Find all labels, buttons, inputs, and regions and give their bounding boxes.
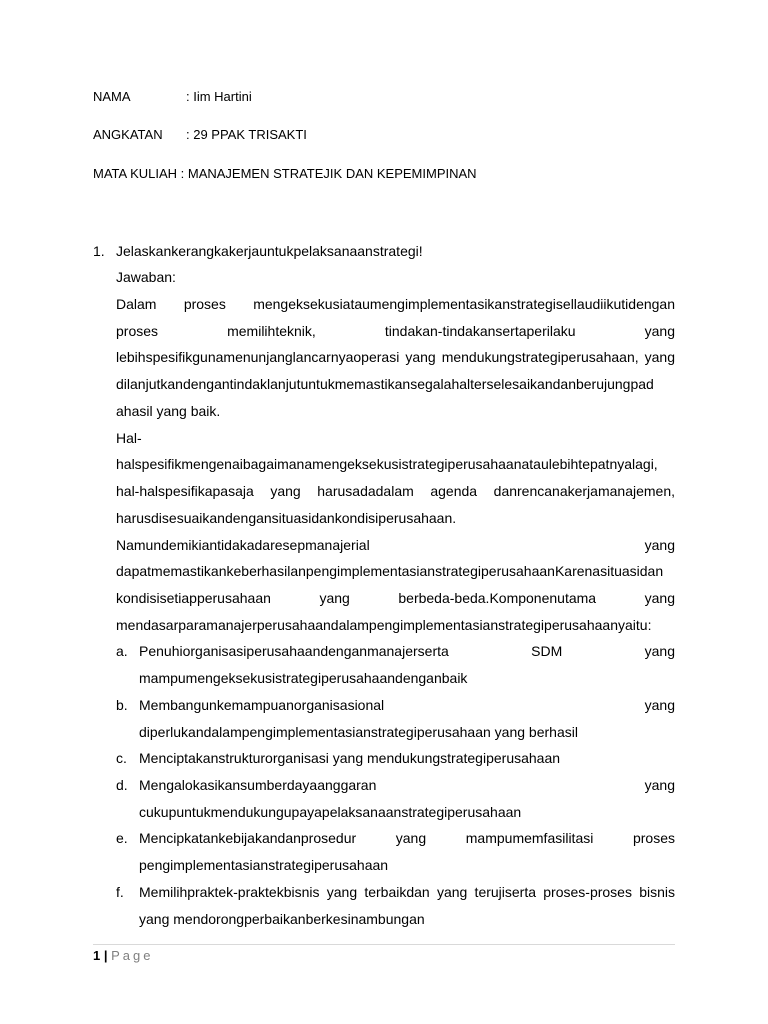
answer-line: halspesifikmengenaibagaimanamengeksekusistrategiperusahaanataulebihtepatnyalagi, <box>116 456 658 473</box>
nama-label: NAMA <box>93 89 131 104</box>
answer-line: Dalam proses mengeksekusiataumengimplementasikanstrategisellaudiikutidengan <box>116 296 675 313</box>
question-row <box>93 238 675 265</box>
list-marker: f. <box>116 883 124 900</box>
list-marker: e. <box>116 830 128 847</box>
footer-divider <box>93 944 675 945</box>
list-item-line: Memilihpraktek-praktekbisnis yang terbaikdan yang terujiserta proses-proses bisnis <box>139 883 675 900</box>
list-item-line: Membangunkemampuanorganisasional yang <box>139 696 675 713</box>
answer-line: proses memilihteknik, tindakan-tindakansertaperilaku yang <box>116 322 675 339</box>
list-item-line: yang mendorongperbaikanberkesinambungan <box>139 910 425 927</box>
list-item-line: Penuhiorganisasiperusahaandenganmanajerserta SDM yang <box>139 643 675 660</box>
list-item-text <box>139 772 675 825</box>
list-item <box>116 879 675 932</box>
nama-value: : Iim Hartini <box>186 89 252 104</box>
list-item-text <box>139 825 675 878</box>
list-marker: c. <box>116 750 127 767</box>
list-item-line: mampumengeksekusistrategiperusahaandenganbaik <box>139 670 468 687</box>
footer-separator: | <box>103 948 108 963</box>
list-item-line: cukupuntukmendukungupayapelaksanaanstrategiperusahaan <box>139 803 522 820</box>
list-item <box>116 745 675 772</box>
list-item-text <box>139 692 675 745</box>
list-item-text <box>139 745 675 772</box>
list-item-line: Mencipkatankebijakandanprosedur yang mampumemfasilitasi proses <box>139 830 675 847</box>
question-number: 1. <box>93 242 105 259</box>
list-item-line: pengimplementasianstrategiperusahaan <box>139 857 389 874</box>
answer-line: dapatmemastikankeberhasilanpengimplementasianstrategiperusahaanKarenasituasidan <box>116 563 664 580</box>
answer-paragraph <box>116 264 675 638</box>
list-item-text <box>139 879 675 932</box>
list-item-line: Menciptakanstrukturorganisasi yang mendukungstrategiperusahaan <box>139 750 561 767</box>
angkatan-label: ANGKATAN <box>93 127 163 142</box>
list-marker: b. <box>116 696 128 713</box>
answer-line: Namundemikiantidakadaresepmanajerial yang <box>116 536 675 553</box>
page-footer <box>93 948 154 964</box>
list-item <box>116 772 675 825</box>
answer-line: Hal- <box>116 429 142 446</box>
angkatan-row <box>93 125 653 145</box>
list-item <box>116 638 675 691</box>
document-body <box>93 238 675 933</box>
page-label: Page <box>111 948 154 963</box>
answer-line: kondisisetiapperusahaan yang berbeda-beda.Komponenutama yang <box>116 589 675 606</box>
question-text: Jelaskankerangkakerjauntukpelaksanaanstrategi! <box>116 242 423 259</box>
list-item <box>116 692 675 745</box>
list-item <box>116 825 675 878</box>
nama-row <box>93 87 653 107</box>
list-item-line: Mengalokasikansumberdayaanggaran yang <box>139 776 675 793</box>
answer-line: mendasarparamanajerperusahaandalampengimplementasianstrategiperusahaanyaitu: <box>116 616 652 633</box>
angkatan-value: : 29 PPAK TRISAKTI <box>186 127 307 142</box>
answer-line: dilanjutkandengantindaklanjutuntukmemastikansegalahalterselesaikandanberujungpad <box>116 376 654 393</box>
page-number: 1 <box>93 948 101 963</box>
list-marker: d. <box>116 776 128 793</box>
list-item-text <box>139 638 675 691</box>
answer-line: harusdisesuaikandengansituasidankondisiperusahaan. <box>116 509 457 526</box>
components-list <box>93 638 675 932</box>
answer-line: lebihspesifikgunamenunjanglancarnyaoperasi yang mendukungstrategiperusahaan, yang <box>116 349 675 366</box>
answer-line: hal-halspesifikapasaja yang harusadadalam agenda danrencanakerjamanajemen, <box>116 483 675 500</box>
answer-line: ahasil yang baik. <box>116 402 221 419</box>
list-item-line: diperlukandalampengimplementasianstrategiperusahaan yang berhasil <box>139 723 578 740</box>
mata-kuliah-row <box>93 164 653 184</box>
answer-label: Jawaban: <box>116 269 176 286</box>
list-marker: a. <box>116 643 128 660</box>
mata-kuliah-text: MATA KULIAH : MANAJEMEN STRATEJIK DAN KEPEMIMPINAN <box>93 166 477 181</box>
